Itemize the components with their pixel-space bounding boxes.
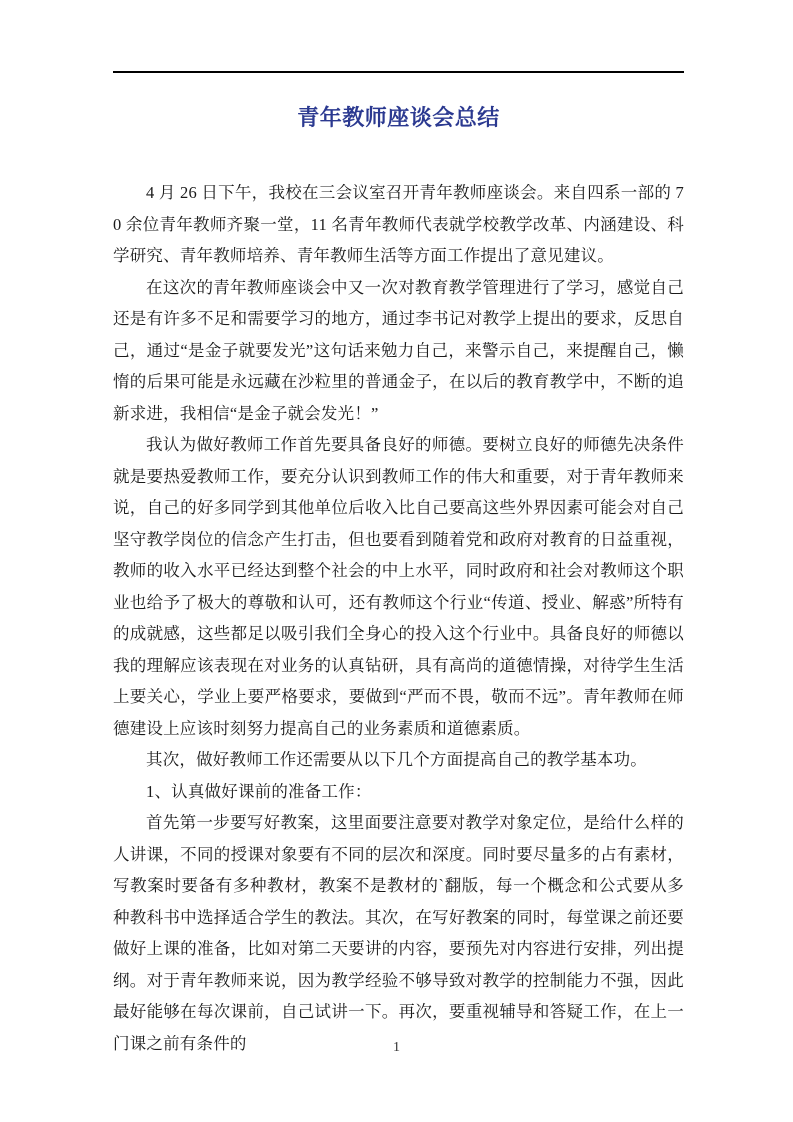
page-number: 1 — [393, 1040, 400, 1055]
paragraph: 4 月 26 日下午，我校在三会议室召开青年教师座谈会。来自四系一部的 70 余位青年教师齐聚一堂，11 名青年教师代表就学校教学改革、内涵建设、科学研究、青年教师培养、青年教师生活等方面工作提出了意见建议。 — [113, 183, 684, 265]
document-content — [113, 0, 684, 1059]
paragraph: 我认为做好教师工作首先要具备良好的师德。要树立良好的师德先决条件就是要热爱教师工作，要充分认识到教师工作的伟大和重要，对于青年教师来说，自己的好多同学到其他单位后收入比自己要高这些外界因素可能会对自己坚守教学岗位的信念产生打击，但也要看到随着党和政府对教育的日益重视，教师的收入水平已经达到整个社会的中上水平，同时政府和社会对教师这个职业也给予了极大的尊敬和认可，还有教师这个行业“传道、授业、解惑”所特有的成就感，这些都足以吸引我们全身心的投入这个行业中。具备良好的师德以我的理解应该表现在对业务的认真钻研，具有高尚的道德情操，对待学生生活上要关心，学业上要严格要求，要做到“严而不畏，敬而不远”。青年教师在师德建设上应该时刻努力提高自己的业务素质和道德素质。 — [113, 435, 684, 738]
paragraph: 其次，做好教师工作还需要从以下几个方面提高自己的教学基本功。 — [146, 750, 647, 769]
list-item-heading: 1、认真做好课前的准备工作： — [146, 781, 372, 801]
document-body — [113, 177, 684, 1059]
page-title: 青年教师座谈会总结 — [297, 105, 500, 130]
paragraph: 首先第一步要写好教案，这里面要注意要对教学对象定位，是给什么样的人讲课，不同的授课对象要有不同的层次和深度。同时要尽量多的占有素材，写教案时要备有多种教材，教案不是教材的`翻版，每一个概念和公式要从多种教科书中选择适合学生的教法。其次，在写好教案的同时，每堂课之前还要做好上课的准备，比如对第二天要讲的内容，要预先对内容进行安排，列出提纲。对于青年教师来说，因为教学经验不够导致对教学的控制能力不强，因此最好能够在每次课前，自己试讲一下。再次，要重视辅导和答疑工作，在上一门课之前有条件的 — [113, 813, 684, 1053]
paragraph: 在这次的青年教师座谈会中又一次对教育教学管理进行了学习，感觉自己还是有许多不足和需要学习的地方，通过李书记对教学上提出的要求，反思自己，通过“是金子就要发光”这句话来勉力自己，来警示自己，来提醒自己，懒惰的后果可能是永远藏在沙粒里的普通金子，在以后的教育教学中，不断的追新求进，我相信“是金子就会发光！” — [113, 277, 684, 423]
